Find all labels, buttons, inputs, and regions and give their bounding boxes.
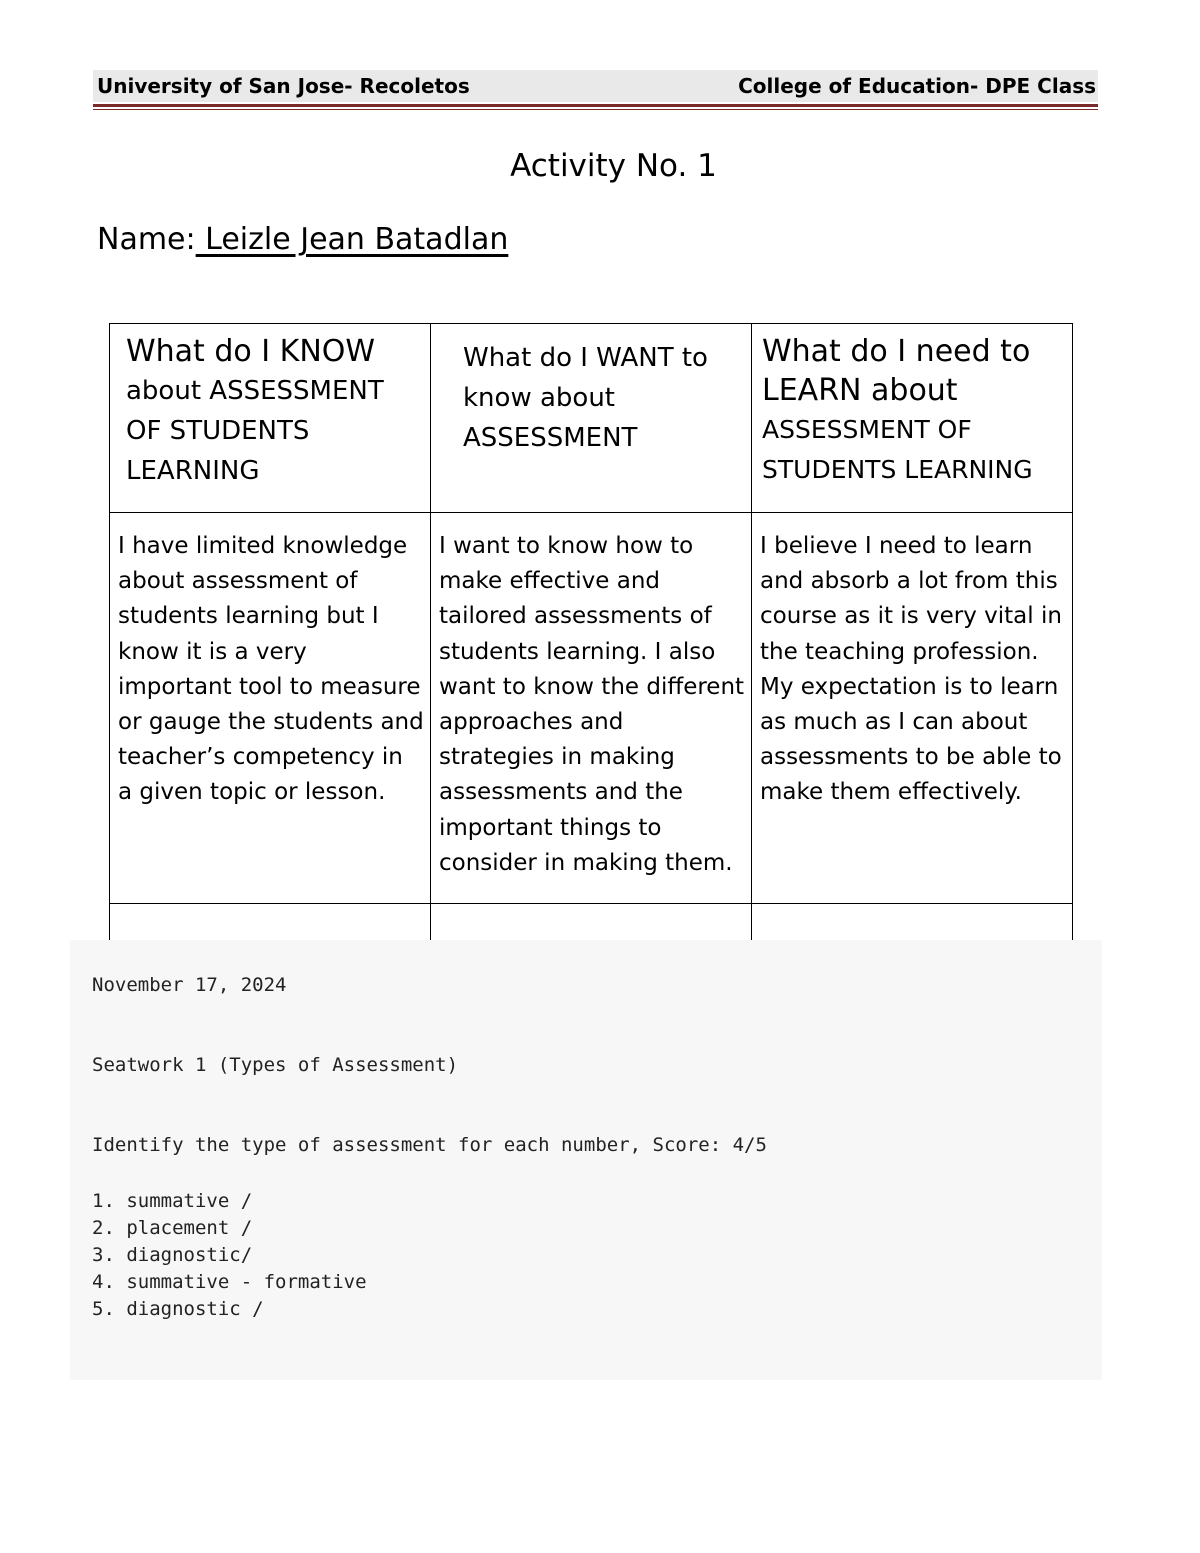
kwl-cell-know	[110, 513, 431, 904]
kwl-header-know	[110, 324, 431, 513]
want-header-line1: What do I WANT to know about ASSESSMENT	[463, 343, 708, 453]
seatwork-panel	[70, 940, 1102, 1380]
kwl-cell-want	[431, 513, 752, 904]
answer-item: 2. placement /	[92, 1217, 253, 1239]
header-rule-thin	[93, 109, 1098, 110]
header-rule-thick	[93, 104, 1098, 107]
learn-answer: I believe I need to learn and absorb a lot from this course as it is very vital in the teaching profession. My expectation is to learn as much as I can about assessments to be able to make them effectively.	[760, 533, 1062, 806]
kwl-header-want	[431, 324, 752, 513]
kwl-table	[109, 323, 1073, 969]
learn-header-line1: What do I need to LEARN about	[762, 334, 1031, 408]
know-header-line1: What do I KNOW	[126, 334, 376, 369]
name-label: Name:	[97, 222, 196, 257]
kwl-header-row	[110, 324, 1073, 513]
know-answer: I have limited knowledge about assessment of students learning but I know it is a very important tool to measure or gauge the students and teacher’s competency in a given topic or lesson.	[118, 533, 424, 806]
header-university: University of San Jose- Recoletos	[97, 74, 470, 98]
activity-title: Activity No. 1	[510, 148, 717, 184]
seatwork-title: Seatwork 1 (Types of Assessment)	[92, 1054, 459, 1076]
name-value: Leizle Jean Batadlan	[195, 222, 509, 257]
know-header-line2: about ASSESSMENT OF STUDENTS LEARNING	[126, 376, 384, 486]
want-answer: I want to know how to make effective and tailored assessments of students learning. I also want to know the different approaches and strategies in making assessments and the important things to consider in making them.	[439, 533, 745, 876]
header-college: College of Education- DPE Class	[738, 74, 1096, 98]
seatwork-instruction: Identify the type of assessment for each number, Score: 4/5	[92, 1134, 767, 1156]
seatwork-answers	[92, 1188, 367, 1323]
seatwork-date: November 17, 2024	[92, 974, 287, 996]
student-name-row	[97, 222, 508, 257]
answer-item: 1. summative /	[92, 1190, 253, 1212]
answer-item: 5. diagnostic /	[92, 1298, 264, 1320]
kwl-header-learn	[752, 324, 1073, 513]
document-header	[93, 70, 1098, 102]
kwl-cell-learn	[752, 513, 1073, 904]
answer-item: 3. diagnostic/	[92, 1244, 253, 1266]
kwl-answer-row	[110, 513, 1073, 904]
learn-header-line2: ASSESSMENT OF STUDENTS LEARNING	[762, 415, 1033, 484]
answer-item: 4. summative - formative	[92, 1271, 367, 1293]
